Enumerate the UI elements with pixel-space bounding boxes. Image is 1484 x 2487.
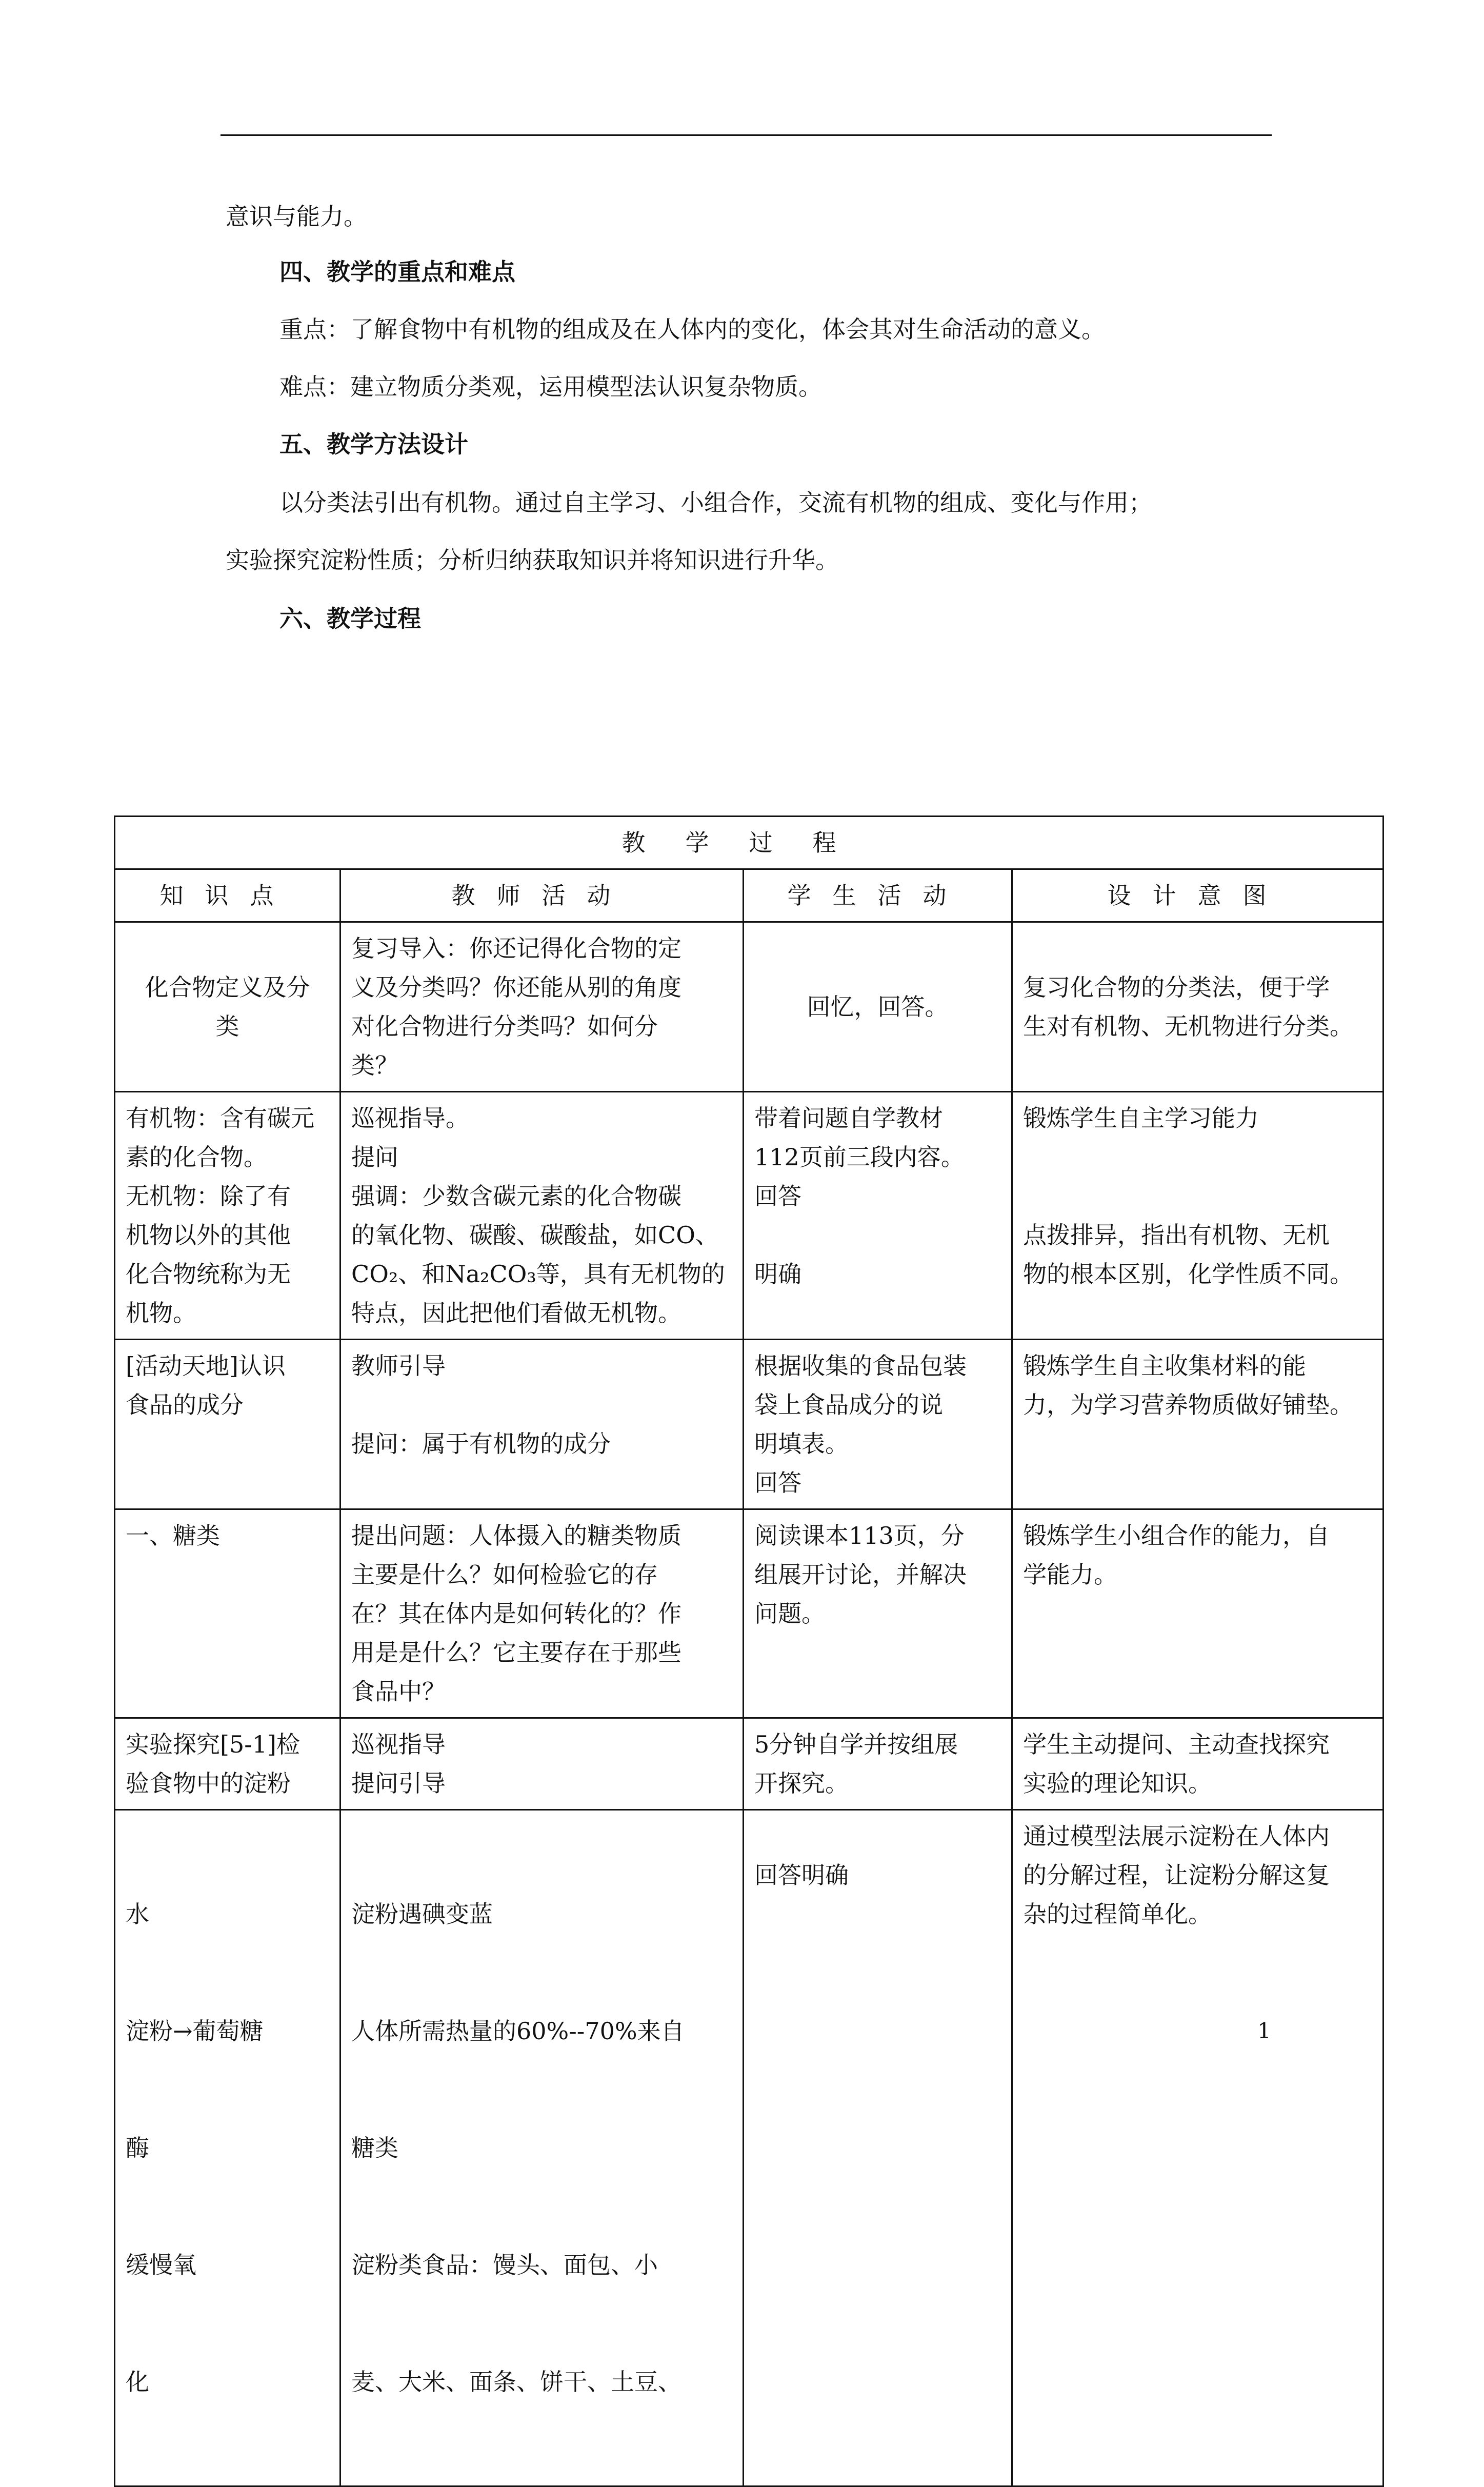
knowledge-cell: 实验探究[5-1]检 验食物中的淀粉 <box>115 1718 340 1810</box>
knowledge-cell: [活动天地]认识 食品的成分 <box>115 1340 340 1509</box>
student-activity-cell: 根据收集的食品包装 袋上食品成分的说 明填表。 回答 <box>744 1340 1012 1509</box>
water-label: 水 <box>126 1900 149 1928</box>
teacher-activity-cell: 淀粉遇碘变蓝 人体所需热量的60%--70%来自 糖类 淀粉类食品：馒头、面包、小 麦、大米、面条、饼干、土豆、 <box>340 1810 744 2486</box>
design-intent-cell: 通过模型法展示淀粉在人体内 的分解过程，让淀粉分解这复 杂的过程简单化。 <box>1012 1810 1383 2486</box>
table-caption-row <box>115 817 1383 869</box>
page-number: 1 <box>1257 2018 1271 2043</box>
table-row <box>115 1810 1383 2486</box>
teacher-activity-cell: 巡视指导 提问引导 <box>340 1718 744 1810</box>
column-header-teacher: 教师活动 <box>340 869 744 922</box>
table-row <box>115 1718 1383 1810</box>
teacher-activity-cell: 提出问题：人体摄入的糖类物质 主要是什么？如何检验它的存 在？其在体内是如何转化的？作 用是是什么？它主要存在于那些 食品中？ <box>340 1509 744 1718</box>
teaching-process-table <box>114 815 1384 2487</box>
column-header-intent: 设计意图 <box>1012 869 1383 922</box>
intro-tail-text: 意识与能力。 <box>226 203 367 230</box>
slow-oxidation-label: 缓慢氧 <box>126 2251 196 2279</box>
knowledge-cell: 水 淀粉→葡萄糖 酶 缓慢氧 化 <box>115 1810 340 2486</box>
enzyme-label: 酶 <box>126 2134 149 2162</box>
design-intent-cell: 复习化合物的分类法，便于学 生对有机物、无机物进行分类。 <box>1012 922 1383 1092</box>
knowledge-cell: 有机物：含有碳元 素的化合物。 无机物：除了有 机物以外的其他 化合物统称为无 机物。 <box>115 1092 340 1340</box>
difficulty-text: 难点：建立物质分类观，运用模型法认识复杂物质。 <box>279 373 822 401</box>
table-row <box>115 1340 1383 1509</box>
table-row <box>115 1509 1383 1718</box>
table-caption: 教学过程 <box>115 817 1383 869</box>
starch-to-glucose-arrow: 淀粉→葡萄糖 <box>126 2017 264 2045</box>
teacher-activity-cell: 教师引导 提问：属于有机物的成分 <box>340 1340 744 1509</box>
section-4-heading: 四、教学的重点和难点 <box>279 258 515 286</box>
teacher-activity-cell: 复习导入：你还记得化合物的定 义及分类吗？你还能从别的角度 对化合物进行分类吗？如何分 类？ <box>340 922 744 1092</box>
teacher-activity-cell: 巡视指导。 提问 强调：少数含碳元素的化合物碳 的氧化物、碳酸、碳酸盐，如CO、 CO₂、和Na₂CO₃等，具有无机物的 特点，因此把他们看做无机物。 <box>340 1092 744 1340</box>
design-intent-cell: 锻炼学生小组合作的能力，自 学能力。 <box>1012 1509 1383 1718</box>
table-row <box>115 922 1383 1092</box>
student-activity-cell: 回答明确 <box>744 1810 1012 2486</box>
section-5-heading: 五、教学方法设计 <box>279 430 468 458</box>
design-intent-cell: 锻炼学生自主学习能力 点拨排异，指出有机物、无机 物的根本区别，化学性质不同。 <box>1012 1092 1383 1340</box>
method-text-line-1: 以分类法引出有机物。通过自主学习、小组合作，交流有机物的组成、变化与作用； <box>279 489 1152 516</box>
column-header-knowledge: 知识点 <box>115 869 340 922</box>
method-text-line-2: 实验探究淀粉性质；分析归纳获取知识并将知识进行升华。 <box>226 546 839 574</box>
table-header-row <box>115 869 1383 922</box>
section-6-heading: 六、教学过程 <box>279 605 421 632</box>
design-intent-cell: 学生主动提问、主动查找探究 实验的理论知识。 <box>1012 1718 1383 1810</box>
design-intent-cell: 锻炼学生自主收集材料的能 力，为学习营养物质做好铺垫。 <box>1012 1340 1383 1509</box>
knowledge-cell: 一、糖类 <box>115 1509 340 1718</box>
table-row <box>115 1092 1383 1340</box>
student-activity-cell: 阅读课本113页，分 组展开讨论，并解决 问题。 <box>744 1509 1012 1718</box>
student-activity-cell: 带着问题自学教材 112页前三段内容。 回答 明确 <box>744 1092 1012 1340</box>
column-header-student: 学生活动 <box>744 869 1012 922</box>
key-point-text: 重点：了解食物中有机物的组成及在人体内的变化，体会其对生命活动的意义。 <box>279 315 1105 343</box>
student-activity-cell: 回忆，回答。 <box>744 922 1012 1092</box>
student-activity-cell: 5分钟自学并按组展 开探究。 <box>744 1718 1012 1810</box>
knowledge-cell: 化合物定义及分 类 <box>115 922 340 1092</box>
header-rule <box>220 134 1272 136</box>
